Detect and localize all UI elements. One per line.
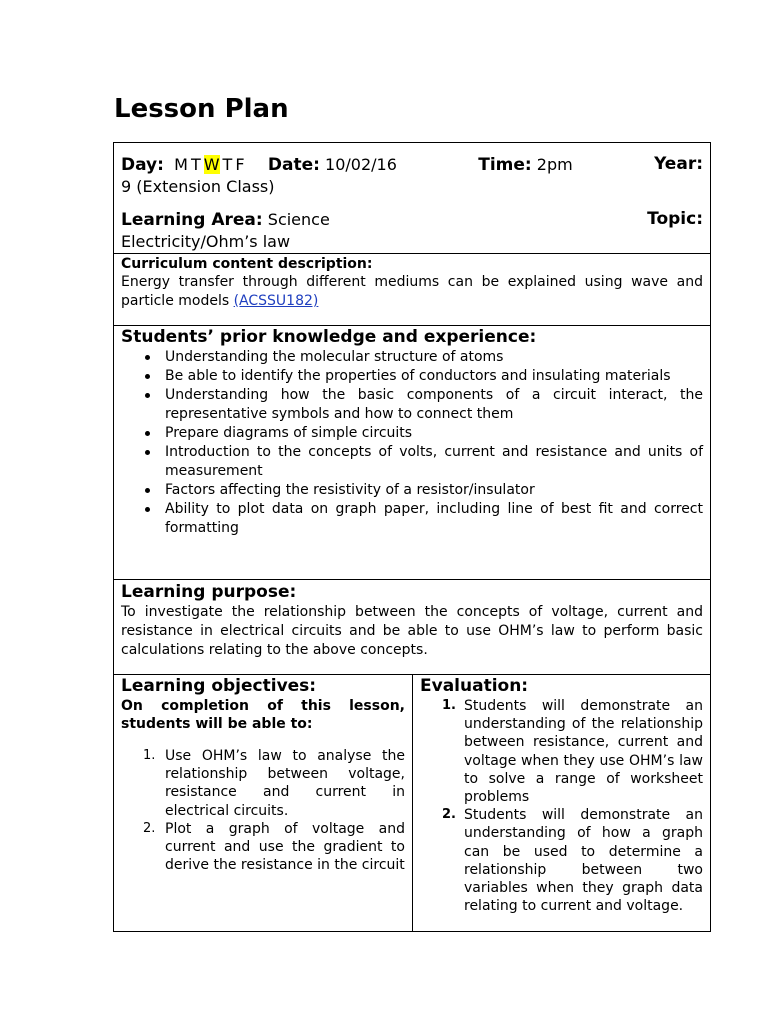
list-item: Introduction to the concepts of volts, current and resistance and units of measurement (165, 444, 703, 479)
day-label: Day: (121, 155, 164, 175)
list-item (442, 697, 703, 806)
list-item: Factors affecting the resistivity of a resistor/insulator (165, 481, 703, 500)
curriculum-label: Curriculum content description: (121, 256, 373, 272)
learning-area-label: Learning Area: (121, 210, 263, 230)
day-item: T (190, 155, 201, 174)
evaluation-list (420, 697, 703, 915)
year-value: 9 (Extension Class) (121, 177, 275, 196)
page-title: Lesson Plan (114, 94, 289, 124)
time-label: Time: (478, 155, 532, 175)
curriculum-row (114, 254, 710, 326)
list-text: Plot a graph of voltage and current and use the gradient to derive the resistance in the circuit (165, 820, 405, 874)
objectives-evaluation-row (114, 675, 710, 931)
learning-area-value: Science (267, 210, 330, 229)
list-number: 1. (143, 748, 156, 763)
header-line-1 (121, 154, 703, 176)
topic-value: Electricity/Ohm’s law (121, 232, 291, 251)
list-number: 1. (442, 698, 456, 713)
learning-purpose-heading: Learning purpose: (121, 582, 297, 602)
list-item: Understanding the molecular structure of atoms (165, 348, 703, 367)
list-item (143, 747, 405, 820)
learning-objectives-list (121, 747, 405, 874)
header-row (114, 143, 710, 254)
time-value: 2pm (536, 155, 573, 174)
year-label: Year: (654, 154, 703, 174)
list-item (143, 820, 405, 875)
list-number: 2. (143, 820, 156, 836)
prior-knowledge-heading: Students’ prior knowledge and experience: (121, 327, 537, 347)
topic-label: Topic: (647, 209, 703, 229)
time-group (478, 154, 572, 176)
evaluation-heading: Evaluation: (420, 676, 529, 696)
date-label: Date: (267, 155, 320, 175)
curriculum-description (121, 273, 703, 311)
list-text: Use OHM’s law to analyse the relationship between voltage, resistance and current in electrical circuits. (165, 748, 405, 819)
list-text: Students will demonstrate an understanding of the relationship between resistance, current and voltage when they use OHM’s law to solve a range of worksheet problems (464, 698, 703, 806)
list-item (442, 806, 703, 915)
day-group (121, 154, 397, 176)
prior-knowledge-list (121, 348, 703, 538)
list-item: Understanding how the basic components of a circuit interact, the representative symbols and how to connect them (165, 387, 703, 422)
day-item: M (174, 155, 188, 174)
header-line-2 (121, 209, 703, 231)
learning-objectives-lead: On completion of this lesson, students will be able to: (121, 698, 405, 732)
date-value: 10/02/16 (325, 155, 397, 174)
list-item: Ability to plot data on graph paper, including line of best fit and correct formatting (165, 501, 703, 536)
learning-purpose-row (114, 580, 710, 675)
learning-purpose-text: To investigate the relationship between the concepts of voltage, current and resistance in electrical circuits and be able to use OHM’s law to perform basic calculations relating to the above concepts. (121, 604, 703, 658)
prior-knowledge-row (114, 326, 710, 580)
day-item: F (235, 155, 245, 174)
curriculum-code-link[interactable]: (ACSSU182) (233, 293, 319, 309)
list-item: Be able to identify the properties of conductors and insulating materials (165, 367, 703, 386)
day-item: T (222, 155, 233, 174)
list-text: Students will demonstrate an understanding of how a graph can be used to determine a relationship between two variables when they graph data relating to current and voltage. (464, 807, 703, 915)
day-item-highlighted: W (203, 155, 220, 174)
day-list (174, 155, 253, 174)
lesson-plan-table (113, 142, 711, 932)
learning-area-group (121, 209, 330, 231)
learning-objectives-cell (114, 675, 413, 931)
evaluation-cell (413, 675, 710, 931)
list-item: Prepare diagrams of simple circuits (165, 424, 703, 443)
list-number: 2. (442, 807, 456, 823)
learning-objectives-heading: Learning objectives: (121, 676, 317, 696)
curriculum-text: Energy transfer through different mediums can be explained using wave and particle models (121, 274, 703, 309)
